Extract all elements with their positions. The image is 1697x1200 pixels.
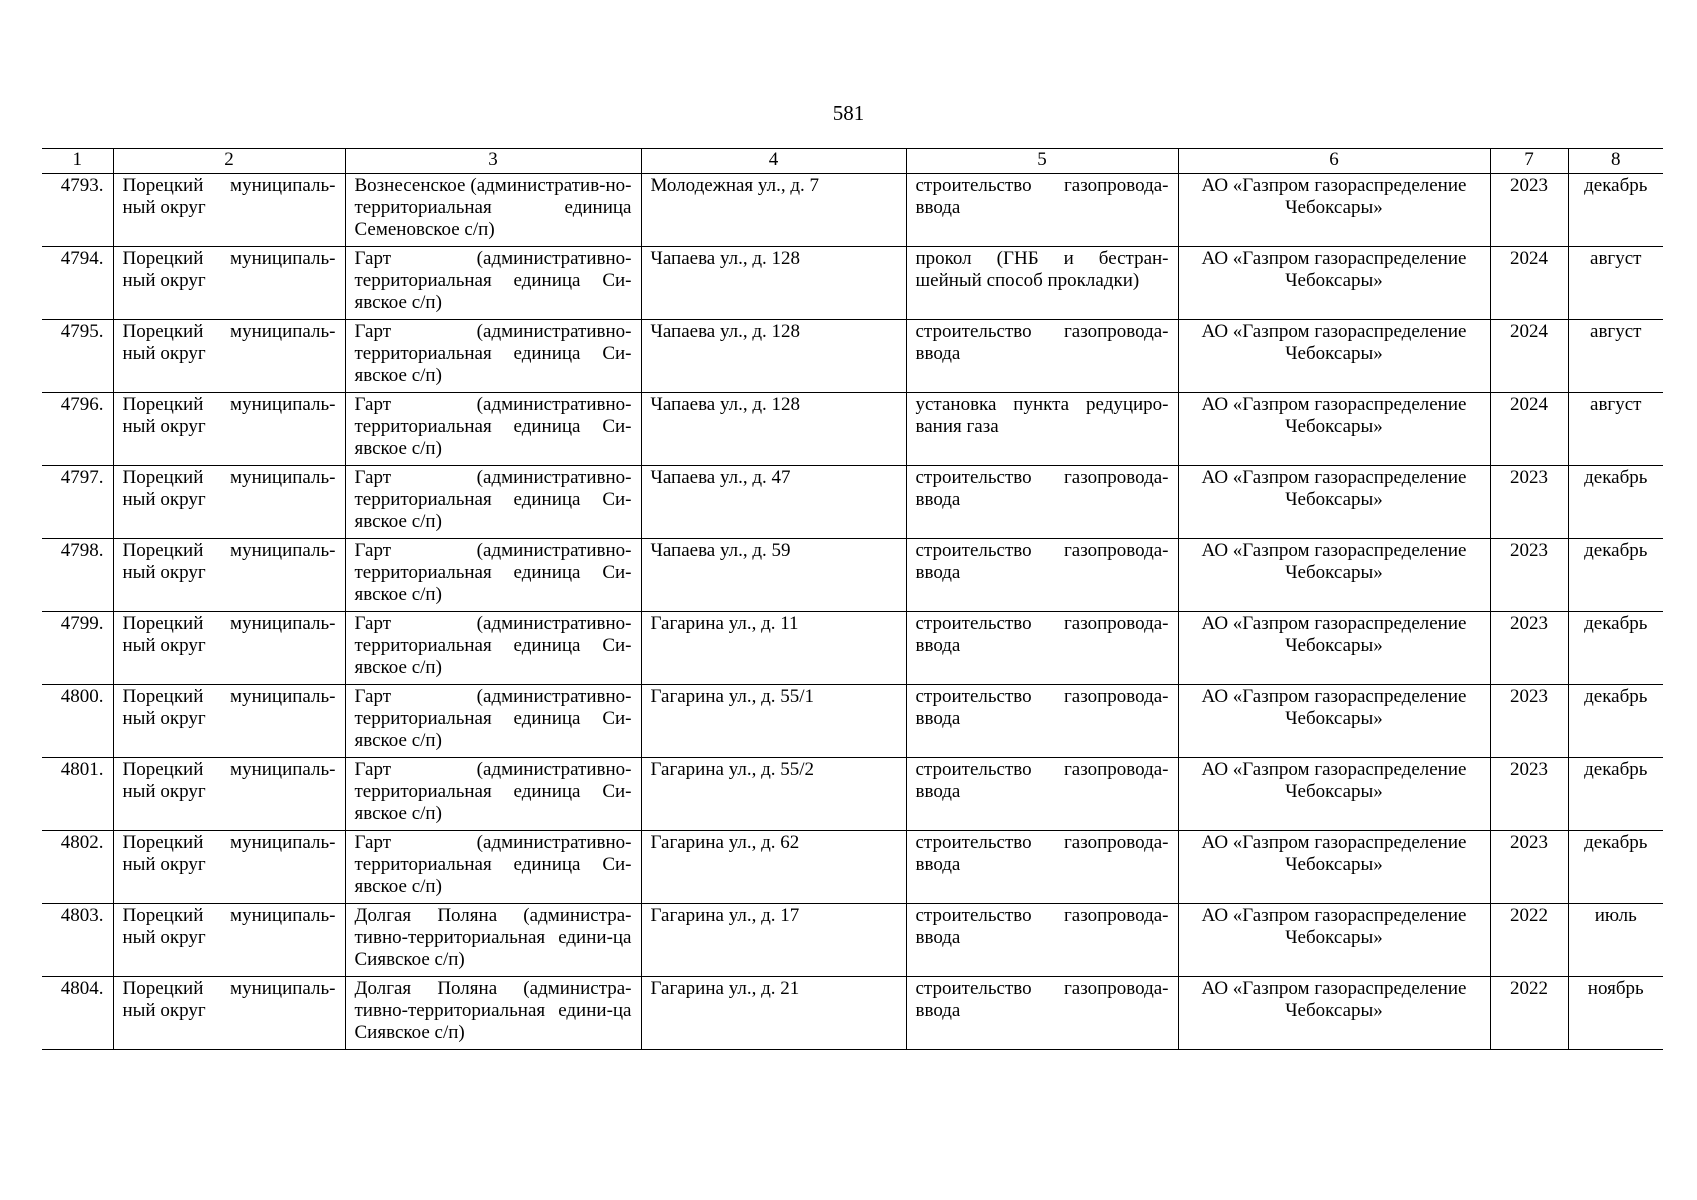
month-cell: июль xyxy=(1568,904,1663,977)
locality-cell: Гарт (административно-территориальная единица Си-явское с/п) xyxy=(345,758,641,831)
year-cell: 2023 xyxy=(1490,539,1568,612)
district-cell: Порецкий муниципаль-ный округ xyxy=(113,831,345,904)
work-type-cell: строительство газопровода-ввода xyxy=(906,539,1178,612)
district-cell: Порецкий муниципаль-ный округ xyxy=(113,685,345,758)
address-cell: Чапаева ул., д. 47 xyxy=(641,466,906,539)
organization-cell: АО «Газпром газораспределение Чебоксары» xyxy=(1178,393,1490,466)
work-type-cell: строительство газопровода-ввода xyxy=(906,831,1178,904)
address-cell: Чапаева ул., д. 59 xyxy=(641,539,906,612)
organization-cell: АО «Газпром газораспределение Чебоксары» xyxy=(1178,174,1490,247)
address-cell: Молодежная ул., д. 7 xyxy=(641,174,906,247)
month-cell: декабрь xyxy=(1568,466,1663,539)
work-type-cell: строительство газопровода-ввода xyxy=(906,174,1178,247)
table-row xyxy=(42,685,1663,758)
address-cell: Гагарина ул., д. 55/1 xyxy=(641,685,906,758)
table-row xyxy=(42,393,1663,466)
locality-cell: Гарт (административно-территориальная единица Си-явское с/п) xyxy=(345,320,641,393)
work-type-cell: строительство газопровода-ввода xyxy=(906,977,1178,1050)
address-cell: Чапаева ул., д. 128 xyxy=(641,393,906,466)
organization-cell: АО «Газпром газораспределение Чебоксары» xyxy=(1178,904,1490,977)
work-type-cell: строительство газопровода-ввода xyxy=(906,758,1178,831)
work-type-cell: установка пункта редуциро-вания газа xyxy=(906,393,1178,466)
page-number: 581 xyxy=(832,101,865,125)
work-type-cell: строительство газопровода-ввода xyxy=(906,612,1178,685)
month-cell: август xyxy=(1568,320,1663,393)
year-cell: 2024 xyxy=(1490,247,1568,320)
district-cell: Порецкий муниципаль-ный округ xyxy=(113,904,345,977)
table-row xyxy=(42,758,1663,831)
address-cell: Гагарина ул., д. 55/2 xyxy=(641,758,906,831)
row-number: 4800. xyxy=(42,685,113,758)
organization-cell: АО «Газпром газораспределение Чебоксары» xyxy=(1178,466,1490,539)
organization-cell: АО «Газпром газораспределение Чебоксары» xyxy=(1178,685,1490,758)
table-row xyxy=(42,904,1663,977)
locality-cell: Гарт (административно-территориальная единица Си-явское с/п) xyxy=(345,831,641,904)
organization-cell: АО «Газпром газораспределение Чебоксары» xyxy=(1178,247,1490,320)
district-cell: Порецкий муниципаль-ный округ xyxy=(113,466,345,539)
row-number: 4802. xyxy=(42,831,113,904)
locality-cell: Гарт (административно-территориальная единица Си-явское с/п) xyxy=(345,393,641,466)
work-type-cell: строительство газопровода-ввода xyxy=(906,685,1178,758)
locality-cell: Гарт (административно-территориальная единица Си-явское с/п) xyxy=(345,539,641,612)
year-cell: 2023 xyxy=(1490,758,1568,831)
work-type-cell: прокол (ГНБ и бестран-шейный способ прокладки) xyxy=(906,247,1178,320)
month-cell: декабрь xyxy=(1568,831,1663,904)
row-number: 4801. xyxy=(42,758,113,831)
work-type-cell: строительство газопровода-ввода xyxy=(906,904,1178,977)
table-row xyxy=(42,977,1663,1050)
organization-cell: АО «Газпром газораспределение Чебоксары» xyxy=(1178,612,1490,685)
address-cell: Гагарина ул., д. 62 xyxy=(641,831,906,904)
year-cell: 2023 xyxy=(1490,831,1568,904)
data-table xyxy=(42,148,1663,1050)
table-row xyxy=(42,831,1663,904)
locality-cell: Долгая Поляна (администра-тивно-территориальная едини-ца Сиявское с/п) xyxy=(345,977,641,1050)
column-header: 3 xyxy=(345,149,641,174)
month-cell: декабрь xyxy=(1568,758,1663,831)
locality-cell: Долгая Поляна (администра-тивно-территориальная едини-ца Сиявское с/п) xyxy=(345,904,641,977)
year-cell: 2024 xyxy=(1490,393,1568,466)
month-cell: декабрь xyxy=(1568,612,1663,685)
year-cell: 2023 xyxy=(1490,466,1568,539)
year-cell: 2022 xyxy=(1490,904,1568,977)
month-cell: декабрь xyxy=(1568,174,1663,247)
district-cell: Порецкий муниципаль-ный округ xyxy=(113,612,345,685)
header-row xyxy=(42,149,1663,174)
row-number: 4804. xyxy=(42,977,113,1050)
month-cell: декабрь xyxy=(1568,685,1663,758)
row-number: 4796. xyxy=(42,393,113,466)
address-cell: Гагарина ул., д. 11 xyxy=(641,612,906,685)
locality-cell: Гарт (административно-территориальная единица Си-явское с/п) xyxy=(345,466,641,539)
year-cell: 2023 xyxy=(1490,174,1568,247)
year-cell: 2023 xyxy=(1490,685,1568,758)
table-row xyxy=(42,466,1663,539)
row-number: 4793. xyxy=(42,174,113,247)
column-header: 8 xyxy=(1568,149,1663,174)
month-cell: ноябрь xyxy=(1568,977,1663,1050)
work-type-cell: строительство газопровода-ввода xyxy=(906,320,1178,393)
column-header: 4 xyxy=(641,149,906,174)
organization-cell: АО «Газпром газораспределение Чебоксары» xyxy=(1178,758,1490,831)
table-row xyxy=(42,247,1663,320)
column-header: 5 xyxy=(906,149,1178,174)
work-type-cell: строительство газопровода-ввода xyxy=(906,466,1178,539)
month-cell: декабрь xyxy=(1568,539,1663,612)
district-cell: Порецкий муниципаль-ный округ xyxy=(113,320,345,393)
row-number: 4797. xyxy=(42,466,113,539)
locality-cell: Гарт (административно-территориальная единица Си-явское с/п) xyxy=(345,685,641,758)
table-row xyxy=(42,612,1663,685)
row-number: 4795. xyxy=(42,320,113,393)
address-cell: Чапаева ул., д. 128 xyxy=(641,320,906,393)
column-header: 7 xyxy=(1490,149,1568,174)
month-cell: август xyxy=(1568,247,1663,320)
district-cell: Порецкий муниципаль-ный округ xyxy=(113,247,345,320)
district-cell: Порецкий муниципаль-ный округ xyxy=(113,539,345,612)
table-row xyxy=(42,174,1663,247)
district-cell: Порецкий муниципаль-ный округ xyxy=(113,977,345,1050)
locality-cell: Гарт (административно-территориальная единица Си-явское с/п) xyxy=(345,612,641,685)
district-cell: Порецкий муниципаль-ный округ xyxy=(113,758,345,831)
locality-cell: Вознесенское (административ-но-территориальная единица Семеновское с/п) xyxy=(345,174,641,247)
address-cell: Гагарина ул., д. 21 xyxy=(641,977,906,1050)
district-cell: Порецкий муниципаль-ный округ xyxy=(113,174,345,247)
row-number: 4798. xyxy=(42,539,113,612)
address-cell: Гагарина ул., д. 17 xyxy=(641,904,906,977)
column-header: 1 xyxy=(42,149,113,174)
organization-cell: АО «Газпром газораспределение Чебоксары» xyxy=(1178,831,1490,904)
row-number: 4794. xyxy=(42,247,113,320)
year-cell: 2023 xyxy=(1490,612,1568,685)
organization-cell: АО «Газпром газораспределение Чебоксары» xyxy=(1178,320,1490,393)
table-row xyxy=(42,539,1663,612)
organization-cell: АО «Газпром газораспределение Чебоксары» xyxy=(1178,539,1490,612)
column-header: 2 xyxy=(113,149,345,174)
row-number: 4799. xyxy=(42,612,113,685)
table-row xyxy=(42,320,1663,393)
district-cell: Порецкий муниципаль-ный округ xyxy=(113,393,345,466)
row-number: 4803. xyxy=(42,904,113,977)
year-cell: 2022 xyxy=(1490,977,1568,1050)
month-cell: август xyxy=(1568,393,1663,466)
column-header: 6 xyxy=(1178,149,1490,174)
address-cell: Чапаева ул., д. 128 xyxy=(641,247,906,320)
year-cell: 2024 xyxy=(1490,320,1568,393)
organization-cell: АО «Газпром газораспределение Чебоксары» xyxy=(1178,977,1490,1050)
locality-cell: Гарт (административно-территориальная единица Си-явское с/п) xyxy=(345,247,641,320)
